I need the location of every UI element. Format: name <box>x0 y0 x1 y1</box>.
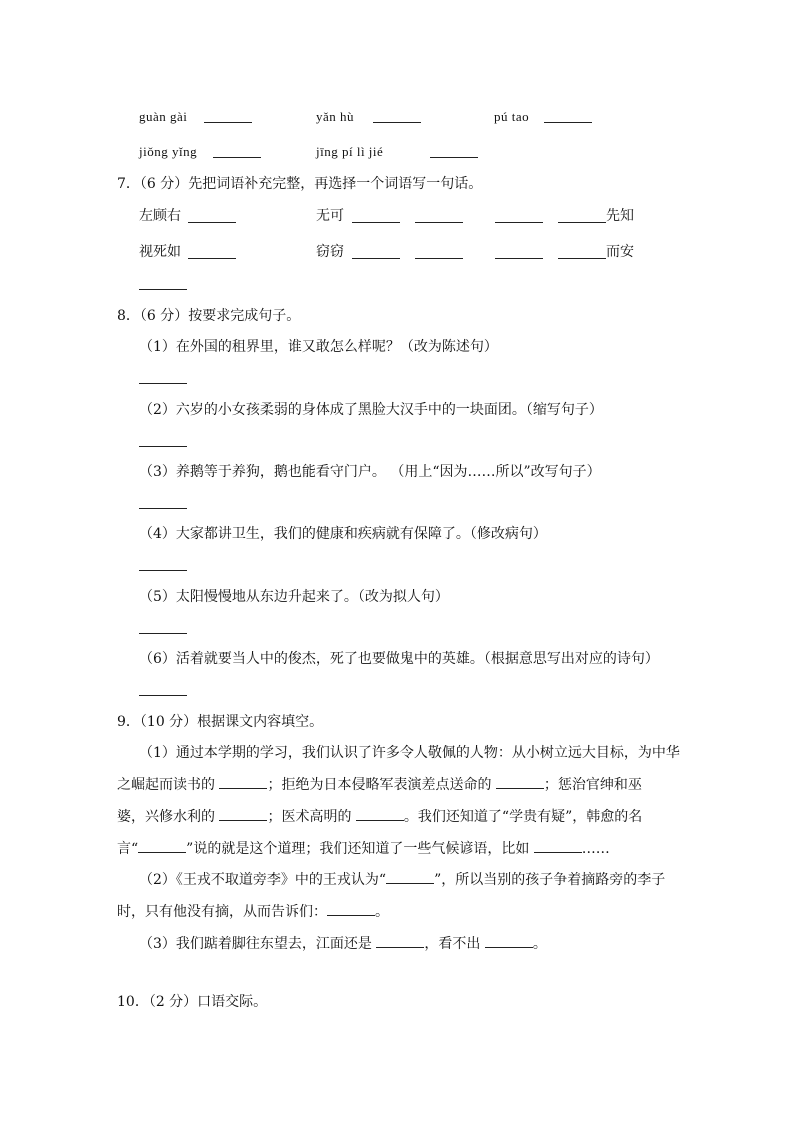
question-7-title: 7．（6 分）先把词语补充完整，再选择一个词语写一句话。 <box>117 176 483 192</box>
idiom-prefix: 视死如 <box>139 244 181 260</box>
answer-blank[interactable] <box>558 222 606 223</box>
answer-blank[interactable] <box>376 947 424 948</box>
pinyin-item: guàn gài <box>139 109 188 124</box>
q9-text: （3）我们踮着脚往东望去，江面还是 <box>139 936 372 952</box>
sentence-blank[interactable] <box>139 289 187 290</box>
answer-blank[interactable] <box>496 788 544 789</box>
q9-text: ；惩治官绅和巫 <box>543 777 642 793</box>
answer-blank[interactable] <box>327 915 375 916</box>
pinyin-item: jīng pí lì jié <box>316 144 384 159</box>
q9-text: …… <box>581 841 610 857</box>
q9-part1-line4 <box>117 842 610 856</box>
answer-blank[interactable] <box>139 570 187 571</box>
q9-text: ”，所以当别的孩子争着摘路旁的李子 <box>434 872 666 888</box>
answer-blank[interactable] <box>213 157 261 158</box>
q9-part2-line1 <box>139 873 665 887</box>
answer-blank[interactable] <box>415 222 463 223</box>
answer-blank[interactable] <box>138 852 186 853</box>
answer-blank[interactable] <box>204 122 252 123</box>
q9-text: （2）《王戎不取道旁李》中的王戎认为“ <box>139 872 387 888</box>
q9-text: 之崛起而读书的 <box>117 777 215 793</box>
q9-text: ；医术高明的 <box>267 809 352 825</box>
answer-blank[interactable] <box>352 258 400 259</box>
answer-blank[interactable] <box>139 695 187 696</box>
q8-item-3: （3）养鹅等于养狗，鹅也能看守门户。 （用上“因为……所以”改写句子） <box>139 464 601 480</box>
q8-item-2: （2）六岁的小女孩柔弱的身体成了黑脸大汉手中的一块面团。（缩写句子） <box>139 402 603 418</box>
answer-blank[interactable] <box>485 947 533 948</box>
q8-item-5: （5）太阳慢慢地从东边升起来了。（改为拟人句） <box>139 589 449 605</box>
pinyin-item: yǎn hù <box>316 109 355 124</box>
q9-text: 。 <box>532 936 547 952</box>
idiom-prefix: 无可 <box>316 208 344 224</box>
q8-item-6: （6）活着就要当人中的俊杰，死了也要做鬼中的英雄。（根据意思写出对应的诗句） <box>139 651 659 667</box>
idiom-prefix: 窃窃 <box>316 244 344 260</box>
q9-text: 言“ <box>117 841 139 857</box>
answer-blank[interactable] <box>386 883 434 884</box>
answer-blank[interactable] <box>495 222 543 223</box>
answer-blank[interactable] <box>430 157 478 158</box>
q9-text: 。 <box>375 904 389 920</box>
answer-blank[interactable] <box>188 258 236 259</box>
q9-text: ；拒绝为日本侵略军表演差点送命的 <box>267 777 492 793</box>
answer-blank[interactable] <box>352 222 400 223</box>
q9-text: 婆，兴修水利的 <box>117 809 215 825</box>
answer-blank[interactable] <box>558 258 606 259</box>
q9-part3 <box>139 937 547 951</box>
question-8-title: 8．（6 分）按要求完成句子。 <box>117 308 301 324</box>
answer-blank[interactable] <box>495 258 543 259</box>
answer-blank[interactable] <box>139 633 187 634</box>
idiom-prefix: 左顾右 <box>139 208 181 224</box>
q9-text: 。我们还知道了“学贵有疑”，韩愈的名 <box>403 809 643 825</box>
answer-blank[interactable] <box>219 788 267 789</box>
q9-text: ”说的就是这个道理；我们还知道了一些气候谚语，比如 <box>186 841 530 857</box>
answer-blank[interactable] <box>219 820 267 821</box>
answer-blank[interactable] <box>415 258 463 259</box>
answer-blank[interactable] <box>544 122 592 123</box>
q9-text: ，看不出 <box>424 936 481 952</box>
q8-item-1: （1）在外国的租界里，谁又敢怎么样呢？（改为陈述句） <box>139 339 498 355</box>
answer-blank[interactable] <box>356 820 404 821</box>
q9-part2-line2 <box>117 905 389 919</box>
q9-part1-line3 <box>117 810 642 824</box>
idiom-suffix: 先知 <box>606 208 634 224</box>
answer-blank[interactable] <box>534 852 582 853</box>
question-10-title: 10．（2 分）口语交际。 <box>117 994 268 1010</box>
question-9-title: 9．（10 分）根据课文内容填空。 <box>117 714 324 730</box>
pinyin-item: pú tao <box>494 109 530 124</box>
answer-blank[interactable] <box>373 122 421 123</box>
q9-part1-line2 <box>117 778 642 792</box>
q8-item-4: （4）大家都讲卫生，我们的健康和疾病就有保障了。（修改病句） <box>139 526 547 542</box>
answer-blank[interactable] <box>139 446 187 447</box>
answer-blank[interactable] <box>139 383 187 384</box>
answer-blank[interactable] <box>188 222 236 223</box>
q9-text: 时，只有他没有摘，从而告诉们： <box>117 904 327 920</box>
idiom-suffix: 而安 <box>606 244 634 260</box>
pinyin-item: jiǒng yǐng <box>139 144 198 159</box>
answer-blank[interactable] <box>139 508 187 509</box>
q9-part1-line1: （1）通过本学期的学习，我们认识了许多令人敬佩的人物：从小树立远大目标，为中华 <box>139 745 680 761</box>
